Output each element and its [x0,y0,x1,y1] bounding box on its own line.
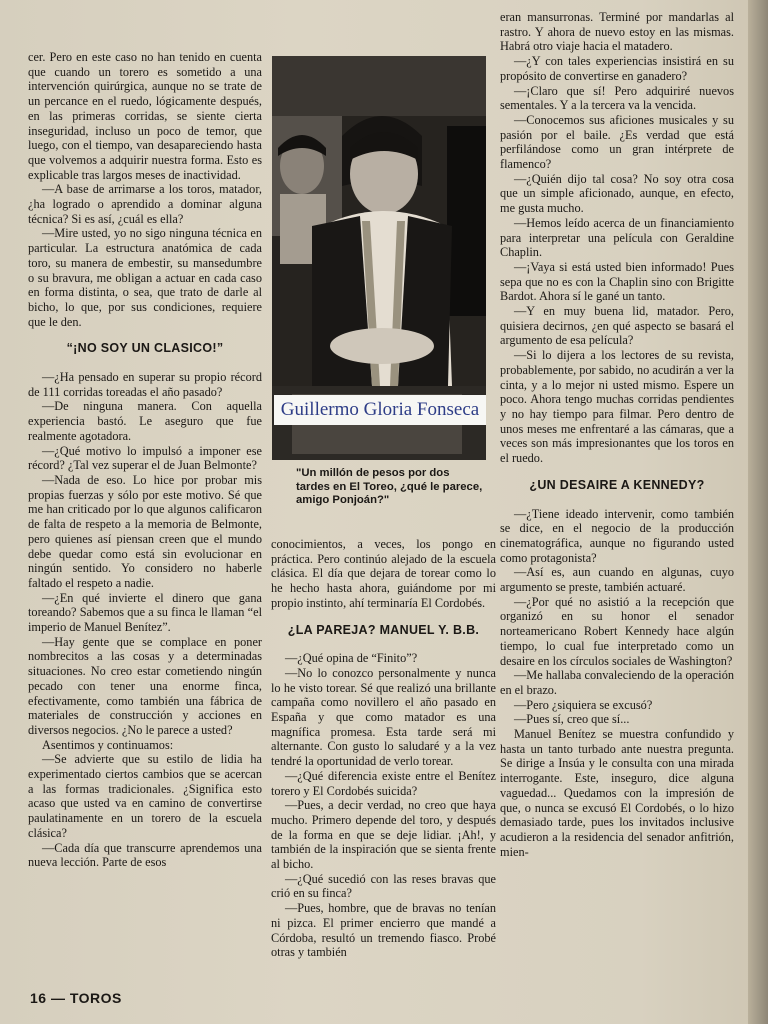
paragraph: —Pero ¿siquiera se excusó? [514,697,653,712]
paragraph: —¿Y con tales experiencias insistirá en su propósito de convertirse en ganadero? [500,54,734,83]
paragraph: —Hay gente que se complace en poner nombrecitos a las cosas y a determinadas situaciones. No creo estar cometiendo ningún pecado con tener una enorme finca, efectivamente, como también una fábrica de materiales de construcción y acciones en diversos negocios. ¿No le parece a usted? [28,634,262,737]
section-subheading: ¿UN DESAIRE A KENNEDY? [529,477,705,492]
paragraph: Manuel Benítez se muestra confundido y hasta un tanto turbado ante nuestra pregunta. Se dirige a Insúa y le consulta con una mirada interrogante. Este, inseguro, dice alguna vaguedad... Quedamos con la impresión de que, o nunca se excusó El Cordobés, o lo hizo demasiado tarde, pues los invitados inclusive acudieron a la residencia del senador anfitrión, mien- [500,727,734,859]
paragraph: —¿Qué opina de “Finito”? [285,651,418,666]
paragraph: —Mire usted, yo no sigo ninguna técnica en particular. La estructura anatómica de cada toro, su manera de embestir, su mansedumbre o su bravura, me obligan a actuar en cada caso en forma distinta, o sea, que trato de darle al bicho, lo que, por sus condiciones, requiere que le den. [28,226,262,329]
paragraph: —¿Ha pensado en superar su propio récord de 111 corridas toreadas el año pasado? [28,370,262,399]
paragraph: —Me hallaba convaleciendo de la operación en el brazo. [500,668,734,697]
paragraph: —Se advierte que su estilo de lidia ha experimentado ciertos cambios que se acercan a las formas tradicionales. ¿Significa esto acaso que usted va en camino de convertirse paulatinamente en un torero de la escuela clásica? [28,752,262,840]
paragraph: —Hemos leído acerca de un financiamiento para interpretar una película con Geraldine Chaplin. [500,215,734,260]
article-column-2 [271,537,496,960]
paragraph: —¿En qué invierte el dinero que gana toreando? Sabemos que a su finca le llaman “el imperio de Manuel Benítez”. [28,590,262,635]
paragraph: —Pues, a decir verdad, no creo que haya mucho. Primero depende del toro, y después de la forma en que se deje lidiar. ¡Ah!, y también de la inspiración que se sienta frente al bicho. [271,798,496,872]
paragraph: —Cada día que transcurre aprendemos una nueva lección. Parte de esos [28,840,262,870]
paragraph: cer. Pero en este caso no han tenido en cuenta que cuando un torero es sometido a una intervención quirúrgica, aunque no se trate de un percance en el ruedo, lógicamente después, en las primeras corridas, se siente cierta inseguridad, incluso un poco de temor, que luego, con el tiempo, van desapareciendo hasta que volvemos a adquirir nuestra forma. Esto es explicable tras largos meses de inactividad. [28,50,262,182]
photographer-credit: Guillermo Gloria Fonseca [274,395,486,425]
paragraph: conocimientos, a veces, los pongo en práctica. Pero continúo alejado de la escuela clásica. El día que dejara de torear como lo he hecho hasta ahora, guiándome por mi propio instinto, ahí terminaría El Cordobés. [271,537,496,610]
paragraph: —¡Claro que sí! Pero adquiriré nuevos sementales. Y a la tercera va la vencida. [500,83,734,113]
paragraph: —Así es, aun cuando en algunas, cuyo argumento se preste, también actuaré. [500,565,734,595]
paragraph: —¿Quién dijo tal cosa? No soy otra cosa que un simple aficionado, aunque, en efecto, me gusta mucho. [500,171,734,216]
page-edge [748,0,768,1024]
section-subheading: “¡NO SOY UN CLASICO!” [66,341,224,356]
paragraph: —Pues, hombre, que de bravas no tenían ni pizca. El primer encierro que mandé a Córdoba, resultó un tremendo fiasco. Probé otras y también [271,901,496,960]
paragraph: —¿Qué motivo lo impulsó a imponer ese récord? ¿Tal vez superar el de Juan Belmonte? [28,443,262,473]
page-footer [30,990,122,1006]
footer-separator: — [50,990,70,1006]
page-number: 16 [30,990,47,1006]
paragraph: —No lo conozco personalmente y nunca lo he visto torear. Sé que realizó una brillante campaña como novillero el año pasado en España y que como matador es una magnífica promesa. Esta tarde será mi alternante. Con gusto lo saludaré y a la vez tendré la oportunidad de verlo torear. [271,665,496,769]
paragraph: —Conocemos sus aficiones musicales y su pasión por el baile. ¿Es verdad que está perfilándose como un gran intérprete de flamenco? [500,112,734,172]
photo-caption: "Un millón de pesos por dos tardes en El Toreo, ¿qué le parece, amigo Ponjoán?" [296,467,483,506]
article-column-1 [28,50,262,870]
paragraph: —Si lo dijera a los lectores de su revista, probablemente, por sabido, no acudirán a ver la cinta, y a lo mejor ni usted mismo. Espere un poco. Ahora tengo muchas corridas pendientes y no hay tiempo para filmar. Pero dentro de unos meses me enfrentaré a las cámaras, que a veces son más impresionantes que los toros en el ruedo. [500,348,734,466]
paragraph: eran mansurronas. Terminé por mandarlas al rastro. Y ahora de nuevo estoy en las mismas. Habrá otro viaje hacia el matadero. [500,10,734,54]
paragraph: —Nada de eso. Lo hice por probar mis propias fuerzas y sólo por este motivo. Sé que me han criticado por lo que algunos calificaron de falta de respeto a la memoria de Belmonte, pero quienes así piensan creen que el mundo debe quedar como está sin evolucionar en ningún sentido. Yo considero no haberle faltado el respeto a nadie. [28,472,262,590]
magazine-name: TOROS [69,990,122,1006]
paragraph: —¿Qué sucedió con las reses bravas que crió en su finca? [271,871,496,901]
paragraph: —A base de arrimarse a los toros, matador, ¿ha logrado o aprendido a dominar alguna técnica? Si es así, ¿cuál es ella? [28,182,262,226]
paragraph: —¿Por qué no asistió a la recepción que organizó en su honor el senador norteamericano Robert Kennedy hace algún tiempo, lo cual fue interpretado como un desaire en los círculos sociales de Washington? [500,594,734,668]
paragraph: —Y en muy buena lid, matador. Pero, quisiera decirnos, ¿en qué aspecto se basará el argumento de esa película? [500,304,734,348]
paragraph: —¿Qué diferencia existe entre el Benítez torero y El Cordobés suicida? [271,768,496,798]
paragraph: Asentimos y continuamos: [42,737,174,752]
paragraph: —¿Tiene ideado intervenir, como también se dice, en el negocio de la producción cinematográfica, aunque no figurando usted como protagonista? [500,506,734,565]
paragraph: —Pues sí, creo que sí... [514,712,630,727]
paragraph: —De ninguna manera. Con aquella experiencia bastó. Le aseguro que fue realmente agotadora. [28,399,262,443]
paragraph: —¡Vaya si está usted bien informado! Pues sepa que no es con la Chaplin sino con Brigitte Bardot. Ahora sí le gané un tanto. [500,259,734,304]
article-column-3 [500,10,734,859]
section-subheading: ¿LA PAREJA? MANUEL Y. B.B. [287,622,480,637]
